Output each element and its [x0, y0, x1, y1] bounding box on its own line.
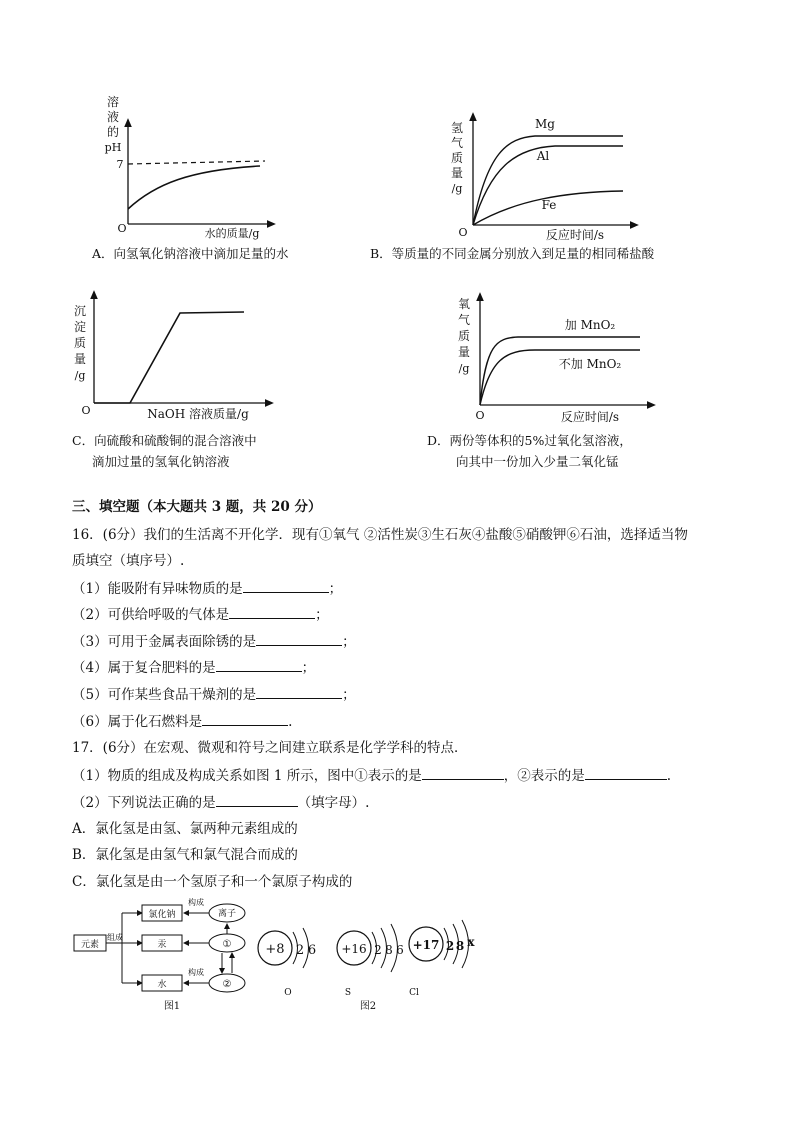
shell-electrons: 6 [307, 943, 317, 958]
q17-item1-end: . [666, 768, 672, 784]
figure-c-y-label [74, 304, 86, 382]
y-label-char: 氧 [457, 297, 471, 311]
x-axis-label: 反应时间/s [545, 228, 605, 242]
tick-7-label: 7 [116, 158, 124, 171]
q16-item-end: ； [342, 687, 356, 703]
answer-blank[interactable] [422, 765, 504, 780]
q17-option-a: A．氯化氢是由氢、氯两种元素组成的 [72, 821, 298, 837]
origin-label: O [117, 222, 127, 235]
goucheng-label: 构成 [188, 968, 204, 977]
origin-label: O [81, 404, 91, 417]
figure-d-y-label [458, 297, 470, 375]
q17-item2-text-b: （填字母）. [297, 795, 370, 811]
q16-item-4 [72, 657, 315, 678]
figure-a-chart [100, 94, 280, 244]
q16-item-text: （5）可作某些食品干燥剂的是 [72, 687, 257, 703]
x-axis-label: 水的质量/g [204, 227, 260, 240]
y-label-char: 的 [106, 125, 120, 139]
shell-electrons: 2 [295, 943, 305, 958]
q16-item-6 [72, 711, 292, 732]
q16-item-end: . [288, 714, 293, 730]
shell-electrons: 2 [445, 939, 455, 953]
y-label-char: 质 [450, 151, 464, 165]
y-label-char: 氢 [450, 121, 464, 135]
with-mno2-curve [480, 337, 640, 405]
figure-b-caption: B．等质量的不同金属分别放入到足量的相同稀盐酸 [370, 246, 655, 261]
figure-c-caption-line2: 滴加过量的氢氧化钠溶液 [92, 454, 230, 469]
answer-blank[interactable] [202, 711, 288, 726]
q16-item-2 [72, 604, 329, 625]
chlorine-atom [409, 920, 475, 998]
q16-item-end: ； [315, 607, 329, 623]
figure-d-caption-line1: D．两份等体积的5%过氧化氢溶液， [427, 433, 632, 448]
q16-item-3 [72, 631, 356, 652]
q16-item-text: （1）能吸附有异味物质的是 [72, 581, 243, 597]
y-label-char: 溶 [106, 95, 120, 109]
nucleus-charge: +16 [341, 942, 367, 956]
y-label-char: pH [104, 141, 122, 154]
y-label-char: 质 [457, 329, 471, 343]
circle-2-label: ② [222, 979, 232, 990]
atom-symbol: O [284, 988, 292, 998]
q17-option-c: C．氯化氢是由一个氢原子和一个氯原子构成的 [72, 874, 353, 890]
figure-1-diagram [72, 895, 262, 1015]
answer-blank[interactable] [256, 631, 342, 646]
y-label-char: 液 [106, 110, 120, 124]
answer-blank[interactable] [243, 578, 329, 593]
q17-item1-text-b: ，②表示的是 [503, 768, 585, 784]
series-label-al: Al [536, 149, 550, 163]
circle-1-label: ① [222, 939, 232, 950]
answer-blank[interactable] [585, 765, 667, 780]
figure-2-diagram [250, 895, 480, 1015]
water-label: 水 [157, 980, 167, 990]
q16-item-text: （3）可用于金属表面除锈的是 [72, 634, 257, 650]
ph7-dashed-line [128, 161, 265, 164]
answer-blank[interactable] [229, 604, 315, 619]
shell-electrons: 6 [396, 943, 404, 957]
y-label-char: 淀 [73, 320, 87, 334]
series-label-with-mno2: 加 MnO₂ [564, 318, 616, 332]
mercury-label: 汞 [157, 940, 167, 950]
nucleus-charge: +17 [412, 938, 440, 952]
q17-item-1 [72, 765, 671, 786]
answer-blank[interactable] [256, 684, 342, 699]
y-label-char: 气 [457, 313, 471, 327]
zucheng-label: 组成 [107, 933, 123, 942]
sulfur-atom [337, 924, 404, 998]
x-axis-label: 反应时间/s [560, 410, 620, 424]
figure-c-caption-line1: C．向硫酸和硫酸铜的混合溶液中 [72, 433, 257, 448]
y-label-char: 量 [450, 166, 464, 180]
shell-electrons: x [467, 935, 475, 949]
figure-b-y-label [451, 121, 463, 195]
figure-1-caption: 图1 [163, 1001, 181, 1012]
figure-2-caption: 图2 [359, 1001, 377, 1012]
figure-c-chart [68, 290, 278, 425]
ion-label: 离子 [217, 909, 237, 919]
shell-electrons: 8 [455, 939, 465, 953]
q17-intro: 17．(6分）在宏观、微观和符号之间建立联系是化学学科的特点． [72, 740, 468, 756]
q16-item-end: ； [301, 660, 316, 676]
precipitate-line [94, 312, 244, 403]
element-label: 元素 [80, 940, 100, 950]
q17-item2-text-a: （2）下列说法正确的是 [72, 795, 216, 811]
q16-intro-line1: 16．(6分）我们的生活离不开化学．现有①氧气 ②活性炭③生石灰④盐酸⑤硝酸钾⑥石油，选择适当物 [72, 527, 688, 543]
ph-curve [128, 166, 260, 209]
series-label-fe: Fe [541, 198, 557, 212]
origin-label: O [475, 409, 485, 422]
q17-item-2 [72, 792, 369, 813]
y-label-char: /g [458, 362, 470, 375]
nucleus-charge: +8 [265, 942, 285, 957]
q16-item-end: ； [342, 634, 356, 650]
y-label-char: 沉 [73, 304, 87, 318]
q16-item-5 [72, 684, 356, 705]
y-label-char: 量 [457, 345, 471, 359]
y-label-char: /g [74, 369, 86, 382]
x-axis-label: NaOH 溶液质量/g [147, 407, 249, 421]
goucheng-label: 构成 [188, 898, 204, 907]
oxygen-atom [258, 928, 316, 998]
q16-item-end: ； [328, 581, 343, 597]
y-label-char: 气 [450, 136, 464, 150]
shell-electrons: 2 [374, 943, 382, 957]
atom-symbol: S [344, 988, 352, 998]
q17-item1-text-a: （1）物质的组成及构成关系如图 1 所示，图中①表示的是 [72, 768, 422, 784]
q16-item-text: （6）属于化石燃料是 [72, 714, 203, 730]
figure-d-caption-line2: 向其中一份加入少量二氧化锰 [456, 454, 619, 469]
section-heading: 三、填空题（本大题共 3 题，共 20 分） [72, 499, 322, 515]
figure-a-caption: A．向氢氧化钠溶液中滴加足量的水 [92, 246, 289, 261]
origin-label: O [458, 226, 468, 239]
answer-blank[interactable] [216, 792, 298, 807]
atom-symbol: Cl [409, 988, 419, 998]
q17-option-b: B．氯化氢是由氢气和氯气混合而成的 [72, 847, 298, 863]
y-label-char: /g [451, 182, 463, 195]
answer-blank[interactable] [216, 657, 302, 672]
q16-intro-line2: 质填空（填序号）. [72, 553, 185, 569]
series-label-mg: Mg [535, 117, 555, 131]
figure-d-chart [450, 290, 660, 425]
series-label-without-mno2: 不加 MnO₂ [558, 357, 622, 371]
q16-item-text: （4）属于复合肥料的是 [72, 660, 216, 676]
y-label-char: 质 [73, 336, 87, 350]
figure-b-chart [445, 108, 645, 243]
q16-item-text: （2）可供给呼吸的气体是 [72, 607, 230, 623]
shell-electrons: 8 [385, 943, 393, 957]
figure-a-y-label [105, 94, 122, 154]
q16-item-1 [72, 578, 342, 599]
y-label-char: 量 [73, 352, 87, 366]
nacl-label: 氯化钠 [148, 910, 176, 920]
